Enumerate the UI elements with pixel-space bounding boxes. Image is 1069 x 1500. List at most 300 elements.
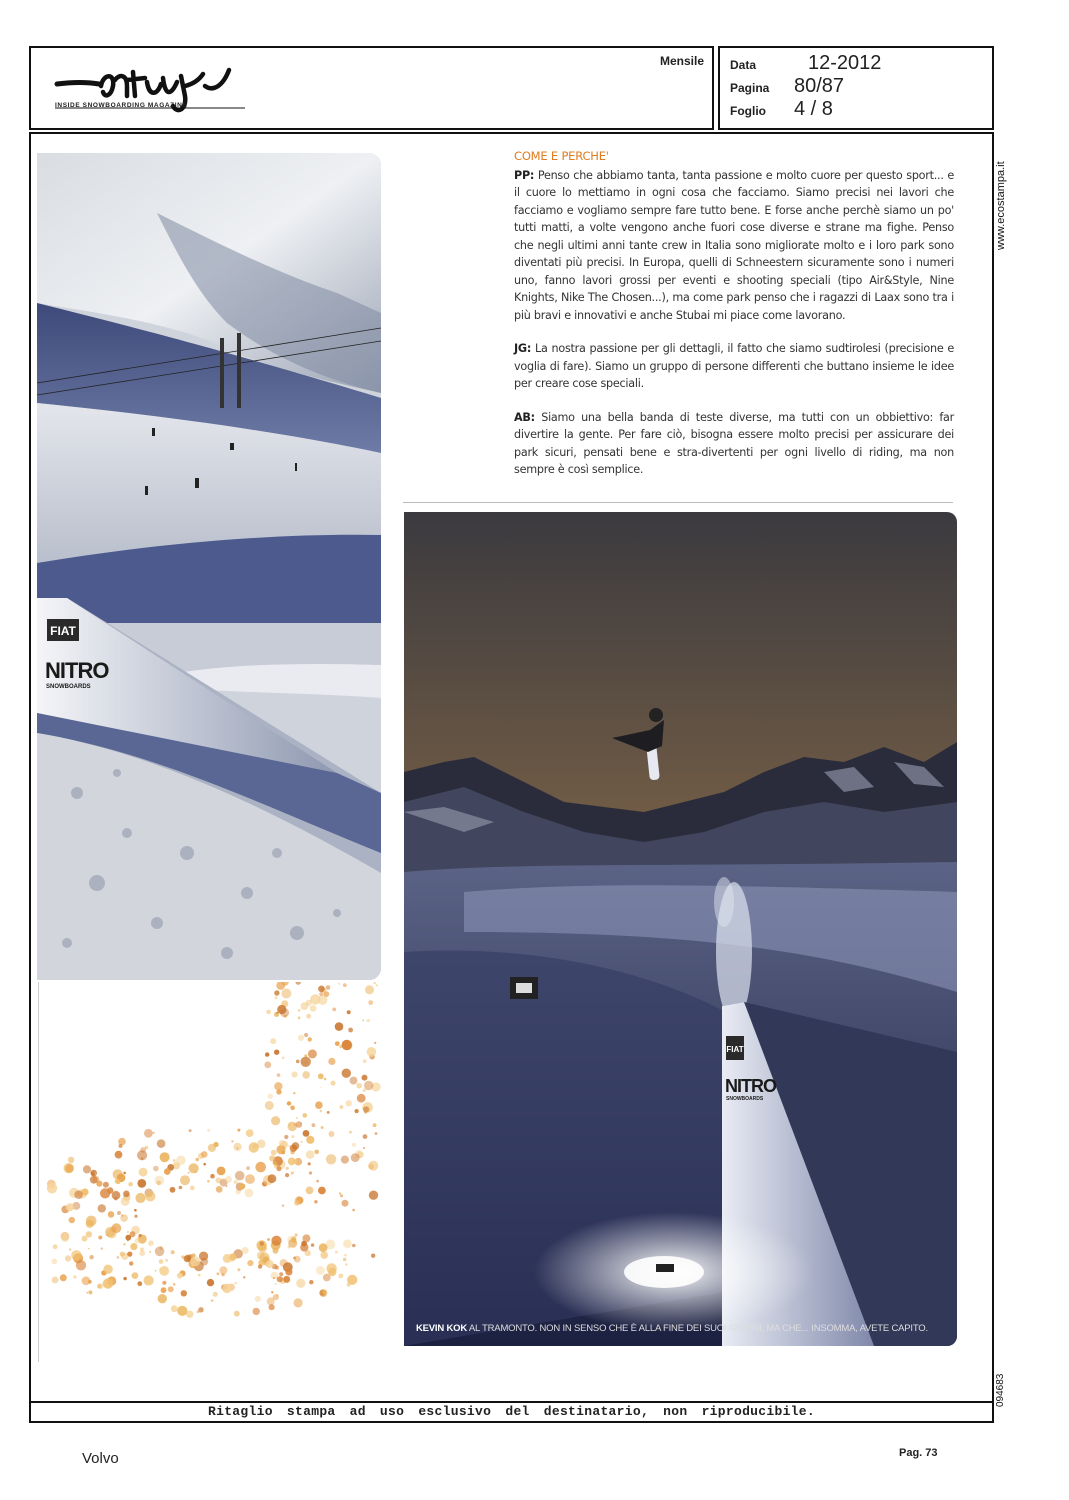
decorative-dot <box>177 1306 187 1316</box>
decorative-dot <box>153 1166 159 1172</box>
decorative-dot <box>129 1261 133 1265</box>
decorative-dot <box>310 1005 317 1012</box>
decorative-dot <box>273 1294 279 1300</box>
decorative-dot <box>260 1241 264 1245</box>
decorative-dot <box>130 1243 137 1250</box>
decorative-dot <box>374 982 376 984</box>
decorative-dot <box>197 1310 200 1313</box>
meta-label: Pagina <box>730 81 770 95</box>
decorative-dot <box>267 1094 273 1100</box>
decorative-dot <box>301 1002 309 1010</box>
decorative-dot <box>127 1231 130 1234</box>
decorative-dot <box>342 1040 352 1050</box>
decorative-dot <box>338 983 340 985</box>
decorative-dot <box>335 1041 340 1046</box>
decorative-dot <box>275 1283 277 1285</box>
decorative-dot <box>306 1187 314 1195</box>
decorative-dot <box>95 1173 97 1175</box>
decorative-dot <box>314 1150 319 1155</box>
decorative-dot <box>117 1256 120 1259</box>
decorative-dot <box>279 1140 286 1147</box>
decorative-dot <box>255 1296 261 1302</box>
decorative-dot <box>303 1130 310 1137</box>
decorative-dot <box>76 1260 86 1270</box>
decorative-dot <box>115 1151 123 1159</box>
decorative-dot <box>171 1250 175 1254</box>
decorative-dot <box>190 1256 200 1266</box>
decorative-dot <box>258 1264 262 1268</box>
decorative-dot <box>52 1259 58 1265</box>
decorative-dot <box>270 1038 276 1044</box>
decorative-dot <box>292 1071 298 1077</box>
decorative-dot <box>155 1270 157 1272</box>
decorative-dot <box>156 1181 161 1186</box>
decorative-dot <box>277 1276 283 1282</box>
decorative-dot <box>349 1131 352 1134</box>
photo-caption <box>416 1323 928 1334</box>
decorative-dot <box>335 1251 338 1254</box>
decorative-dot <box>237 1268 240 1271</box>
decorative-dot <box>288 1145 290 1147</box>
decorative-dot <box>234 1311 240 1317</box>
page-number: Pag. 73 <box>899 1447 938 1459</box>
paragraph-text: Penso che abbiamo tanta, tanta passione e molto cuore per questo sport... e il cuore lo mettiamo in ogni cosa che facciamo. Siamo precisi nei lavori che facciamo e vogliamo sempre fare tutto bene. E forse anche perchè siamo un po' tutti matti, a volte vengono anche fuori cose diverse e strane ma fighe. Penso che negli ultimi anni tante crew in Italia sono migliorate molto e i loro park sono diventati più precisi. In Europa, quelli di Schneestern sicuramente sono i numeri uno, fanno lavori grossi per eventi e shooting speciali (tipo Air&Style, Nine Knights, Nike The Chosen...), ma come park penso che i ragazzi di Laax sono tra i più bravi e innovativi e anche Stubai mi piace come lavorano. <box>514 168 955 322</box>
decorative-dot <box>273 1277 275 1279</box>
decorative-dot <box>320 1251 328 1259</box>
decorative-dot <box>155 1247 165 1257</box>
decorative-dot <box>149 1251 151 1253</box>
meta-label: Data <box>730 58 757 72</box>
decorative-dot <box>153 1132 155 1134</box>
sign-nitro-sub: SNOWBOARDS <box>726 1096 764 1102</box>
decorative-dot <box>179 1186 183 1190</box>
frequency-label: Mensile <box>659 54 704 68</box>
decorative-dot <box>114 1197 117 1200</box>
decorative-dot <box>291 1135 294 1138</box>
decorative-dot <box>318 986 325 993</box>
meta-row-sheet <box>730 98 833 121</box>
decorative-dot <box>296 1060 300 1064</box>
sign-fiat: FIAT <box>50 624 76 638</box>
decorative-dot <box>284 1135 288 1139</box>
decorative-dot <box>243 1276 245 1278</box>
decorative-dot <box>123 1172 126 1175</box>
decorative-dot <box>326 985 331 990</box>
decorative-dot <box>339 1192 341 1194</box>
decorative-dots <box>37 982 381 1342</box>
decorative-dot <box>318 1073 324 1079</box>
decorative-dot <box>332 1008 336 1012</box>
decorative-dot <box>287 1101 291 1105</box>
decorative-dot <box>190 1186 195 1191</box>
decorative-dot <box>324 991 330 997</box>
decorative-dot <box>246 1129 254 1137</box>
decorative-dot <box>362 1020 364 1022</box>
decorative-dot <box>274 990 279 995</box>
decorative-dot <box>222 1284 232 1294</box>
decorative-dot <box>145 1191 155 1201</box>
decorative-dot <box>123 1243 125 1245</box>
decorative-dot <box>103 1182 109 1188</box>
decorative-dot <box>118 1138 126 1146</box>
decorative-dot <box>161 1287 167 1293</box>
decorative-dot <box>106 1234 108 1236</box>
paragraph-text: La nostra passione per gli dettagli, il fatto che siamo sudtirolesi (precisione e voglia di fare). Siamo un gruppo di persone differenti che buttano insieme le idee per creare cose speciali. <box>514 342 955 390</box>
decorative-dot <box>373 1123 377 1127</box>
footer-note: Ritaglio stampa ad uso esclusivo del destinatario, non riproducibile. <box>31 1401 992 1421</box>
decorative-dot <box>363 1106 369 1112</box>
decorative-dot <box>132 1272 139 1279</box>
side-code-text: 094683 <box>995 1373 1006 1407</box>
decorative-dot <box>277 1166 282 1171</box>
decorative-dot <box>309 1171 312 1174</box>
decorative-dot <box>123 1191 130 1198</box>
decorative-dot <box>117 1211 121 1215</box>
decorative-dot <box>65 1164 73 1172</box>
decorative-dot <box>294 1200 300 1206</box>
decorative-dot <box>357 1094 366 1103</box>
sign-nitro: NITRO <box>45 658 109 683</box>
decorative-dot <box>308 1037 312 1041</box>
decorative-dot <box>216 1178 222 1184</box>
decorative-dot <box>265 1052 269 1056</box>
decorative-dot <box>234 1180 238 1184</box>
decorative-dot <box>127 1252 132 1257</box>
decorative-dot <box>318 1187 326 1195</box>
decorative-dot <box>279 1272 283 1276</box>
decorative-dot <box>216 1186 223 1193</box>
photo-sunset-jump <box>404 512 957 1346</box>
decorative-dot <box>226 1185 228 1187</box>
decorative-dot <box>92 1176 99 1183</box>
speaker-label: PP: <box>514 168 535 182</box>
decorative-dot <box>116 1180 120 1184</box>
meta-box <box>718 46 994 130</box>
decorative-dot <box>309 1280 313 1284</box>
decorative-dot <box>306 1136 314 1144</box>
decorative-dot <box>288 1122 298 1132</box>
decorative-dot <box>320 1087 322 1089</box>
decorative-dot <box>271 1236 281 1246</box>
decorative-dot <box>282 1056 285 1059</box>
paragraph-jg <box>514 340 954 393</box>
sign-nitro-sub: SNOWBOARDS <box>46 684 91 690</box>
decorative-dot <box>308 1162 311 1165</box>
decorative-dot <box>273 1161 277 1165</box>
decorative-dot <box>257 1140 266 1149</box>
decorative-dot <box>314 1200 317 1203</box>
decorative-dot <box>301 1141 303 1143</box>
decorative-dot <box>268 1174 277 1183</box>
decorative-dot <box>281 989 291 999</box>
caption-name: KEVIN KOK <box>416 1323 467 1334</box>
decorative-dot <box>368 1000 373 1005</box>
decorative-dot <box>345 1263 348 1266</box>
decorative-dot <box>293 1092 295 1094</box>
decorative-dot <box>214 1142 219 1147</box>
decorative-dot <box>234 1282 237 1285</box>
decorative-dot <box>341 1156 349 1164</box>
decorative-dot <box>315 1101 323 1109</box>
decorative-dot <box>66 1203 74 1211</box>
decorative-dot <box>275 1266 279 1270</box>
decorative-dot <box>83 1165 91 1173</box>
decorative-dot <box>207 1129 210 1132</box>
decorative-dot <box>82 1236 88 1242</box>
decorative-dot <box>292 1142 300 1150</box>
decorative-dot <box>352 1244 356 1248</box>
decorative-dot <box>274 1082 282 1090</box>
decorative-dot <box>61 1234 69 1242</box>
decorative-dot <box>103 1265 112 1274</box>
decorative-dot <box>87 1292 89 1294</box>
decorative-dot <box>47 1183 57 1193</box>
decorative-dot <box>71 1250 81 1260</box>
decorative-dot <box>189 1129 192 1132</box>
decorative-dot <box>229 1253 236 1260</box>
clipping-frame <box>29 132 994 1423</box>
decorative-dot <box>180 1175 190 1185</box>
decorative-dot <box>340 1105 344 1109</box>
decorative-dot <box>319 1243 328 1252</box>
decorative-dot <box>326 1154 336 1164</box>
decorative-dot <box>52 1277 59 1284</box>
decorative-dot <box>283 1276 290 1283</box>
decorative-dot <box>276 1012 278 1014</box>
decorative-dot <box>340 1194 343 1197</box>
decorative-dot <box>282 1151 285 1154</box>
decorative-dot <box>267 1238 270 1241</box>
decorative-dot <box>88 1248 90 1250</box>
decorative-dot <box>306 1150 315 1159</box>
decorative-dot <box>356 1083 362 1089</box>
decorative-dot <box>322 1290 326 1294</box>
decorative-dot <box>275 996 278 999</box>
decorative-dot <box>159 1259 164 1264</box>
decorative-dot <box>231 1140 233 1142</box>
decorative-dot <box>376 984 378 986</box>
decorative-dot <box>65 1255 71 1261</box>
decorative-dot <box>225 1176 232 1183</box>
decorative-dot <box>365 985 374 994</box>
decorative-dot <box>237 1129 240 1132</box>
decorative-dot <box>321 1126 324 1129</box>
decorative-dot <box>342 1200 349 1207</box>
decorative-dot <box>217 1272 220 1275</box>
meta-row-date <box>730 52 881 75</box>
decorative-dot <box>53 1244 58 1249</box>
decorative-dot <box>298 1035 304 1041</box>
decorative-dot <box>348 1028 353 1033</box>
decorative-dot <box>137 1150 147 1160</box>
decorative-dot <box>219 1266 227 1274</box>
decorative-dot <box>139 1250 145 1256</box>
decorative-dot <box>308 1049 317 1058</box>
decorative-dot <box>137 1281 142 1286</box>
decorative-dot <box>335 1022 344 1031</box>
decorative-dot <box>157 1139 166 1148</box>
decorative-dot <box>355 1109 359 1113</box>
photo-snow-slope <box>37 153 381 980</box>
decorative-dot <box>294 1298 303 1307</box>
decorative-dot <box>277 1073 281 1077</box>
decorative-dot <box>177 1273 183 1279</box>
decorative-dot <box>328 1268 336 1276</box>
decorative-dot <box>188 1172 190 1174</box>
decorative-dot <box>245 1174 255 1184</box>
decorative-dot <box>128 1182 133 1187</box>
decorative-dot <box>119 1144 123 1148</box>
decorative-dot <box>371 1254 375 1258</box>
logo-tagline: INSIDE SNOWBOARDING MAGAZINE <box>55 102 188 109</box>
decorative-dot <box>171 1305 178 1312</box>
decorative-dot <box>285 1173 289 1177</box>
decorative-dot <box>162 1281 166 1285</box>
decorative-dot <box>265 1101 274 1110</box>
decorative-dot <box>338 1274 343 1279</box>
decorative-dot <box>363 1059 367 1063</box>
decorative-dot <box>367 1019 370 1022</box>
speaker-label: AB: <box>514 410 535 424</box>
decorative-dot <box>352 1143 356 1147</box>
decorative-dot <box>316 1180 319 1183</box>
decorative-dot <box>343 1239 352 1248</box>
decorative-dot <box>203 1163 206 1166</box>
decorative-dot <box>144 1129 153 1138</box>
decorative-dot <box>298 1009 301 1012</box>
decorative-dot <box>198 1274 201 1277</box>
decorative-dot <box>288 1123 291 1126</box>
decorative-dot <box>276 982 285 990</box>
decorative-dot <box>239 1183 245 1189</box>
section-title: COME E PERCHE' <box>514 149 609 163</box>
decorative-dot <box>158 1294 167 1303</box>
paragraph-text: Siamo una bella banda di teste diverse, ma tutti con un obbiettivo: far divertire la gente. Per fare ciò, bisogna essere molto precisi per assicurare dei park sicuri, pensati bene e stra-divertenti per ogni livello di riding, ma non sempre è così semplice. <box>514 410 954 476</box>
decorative-dot <box>324 1078 327 1081</box>
decorative-dot <box>343 983 347 987</box>
side-code <box>995 1365 1009 1410</box>
decorative-dot <box>259 1252 269 1262</box>
decorative-dot <box>121 1197 130 1206</box>
decorative-dot <box>331 1081 336 1086</box>
decorative-dot <box>351 1153 360 1162</box>
decorative-dot <box>364 1081 373 1090</box>
decorative-dot <box>294 1256 301 1263</box>
decorative-dot <box>210 1174 215 1179</box>
decorative-dot <box>137 1179 146 1188</box>
decorative-dot <box>135 1193 145 1203</box>
decorative-dot <box>184 1255 191 1262</box>
decorative-dot <box>176 1156 186 1166</box>
decorative-dot <box>298 1017 301 1020</box>
decorative-dot <box>271 1116 280 1125</box>
decorative-dot <box>233 1143 241 1151</box>
decorative-dot <box>347 1010 351 1014</box>
decorative-dot <box>304 1033 308 1037</box>
decorative-dot <box>199 1252 208 1261</box>
decorative-dot <box>295 1233 298 1236</box>
decorative-dot <box>246 1166 250 1170</box>
decorative-dot <box>245 1189 254 1198</box>
decorative-dot <box>344 1254 347 1257</box>
decorative-dot <box>86 1220 94 1228</box>
paragraph-pp <box>514 167 954 325</box>
meta-label: Foglio <box>730 104 766 118</box>
decorative-dot <box>242 1247 249 1254</box>
decorative-dot <box>255 1162 266 1173</box>
decorative-dot <box>374 1042 376 1044</box>
decorative-dot <box>280 1008 289 1017</box>
decorative-dot <box>369 1191 378 1200</box>
decorative-dot <box>362 1075 368 1081</box>
decorative-dot <box>363 1147 365 1149</box>
decorative-dot <box>288 1158 296 1166</box>
decorative-dot <box>103 1278 113 1288</box>
decorative-dot <box>73 1275 76 1278</box>
decorative-dot <box>328 1058 335 1065</box>
decorative-dot <box>290 1106 295 1111</box>
advertiser-label: Volvo <box>82 1450 119 1467</box>
decorative-dot <box>120 1252 125 1257</box>
decorative-dot <box>291 1236 296 1241</box>
paragraph-ab <box>514 409 954 479</box>
decorative-dot <box>123 1277 126 1280</box>
decorative-dot <box>312 1123 316 1127</box>
decorative-dot <box>69 1217 75 1223</box>
decorative-dot <box>60 1274 67 1281</box>
decorative-dot <box>134 1238 139 1243</box>
decorative-dot <box>320 1110 323 1113</box>
decorative-dot <box>144 1275 154 1285</box>
decorative-dot <box>101 1247 103 1249</box>
meta-value: 12-2012 <box>808 52 882 74</box>
decorative-dot <box>98 1236 102 1240</box>
masthead-box <box>29 46 714 130</box>
decorative-dot <box>294 1123 297 1126</box>
decorative-dot <box>173 1159 176 1162</box>
decorative-dot <box>269 1155 275 1161</box>
decorative-dot <box>306 1014 311 1019</box>
decorative-dot <box>247 1260 253 1266</box>
decorative-dot <box>168 1286 174 1292</box>
decorative-dot <box>264 1061 271 1068</box>
decorative-dot <box>69 1248 71 1250</box>
decorative-dot <box>189 1163 199 1173</box>
decorative-dot <box>195 1158 199 1162</box>
decorative-dot <box>159 1266 169 1276</box>
decorative-dot <box>207 1180 210 1183</box>
meta-value: 80/87 <box>794 75 845 97</box>
decorative-dot <box>301 1057 311 1067</box>
decorative-dot <box>342 1069 351 1078</box>
decorative-dot <box>269 1304 275 1310</box>
decorative-dot <box>286 1167 289 1170</box>
decorative-dot <box>110 1226 116 1232</box>
decorative-dot <box>295 982 301 985</box>
decorative-dot <box>302 1234 310 1242</box>
decorative-dot <box>235 1171 245 1181</box>
meta-row-page <box>730 75 844 98</box>
section-rule <box>403 502 953 503</box>
decorative-dot <box>266 1010 271 1015</box>
decorative-dot <box>346 1100 352 1106</box>
decorative-dot <box>148 1240 154 1246</box>
decorative-dot <box>291 1171 294 1174</box>
sign-fiat: FIAT <box>726 1045 744 1054</box>
decorative-dot <box>352 1209 355 1212</box>
decorative-dot <box>253 1308 260 1315</box>
decorative-dot <box>343 1258 346 1261</box>
